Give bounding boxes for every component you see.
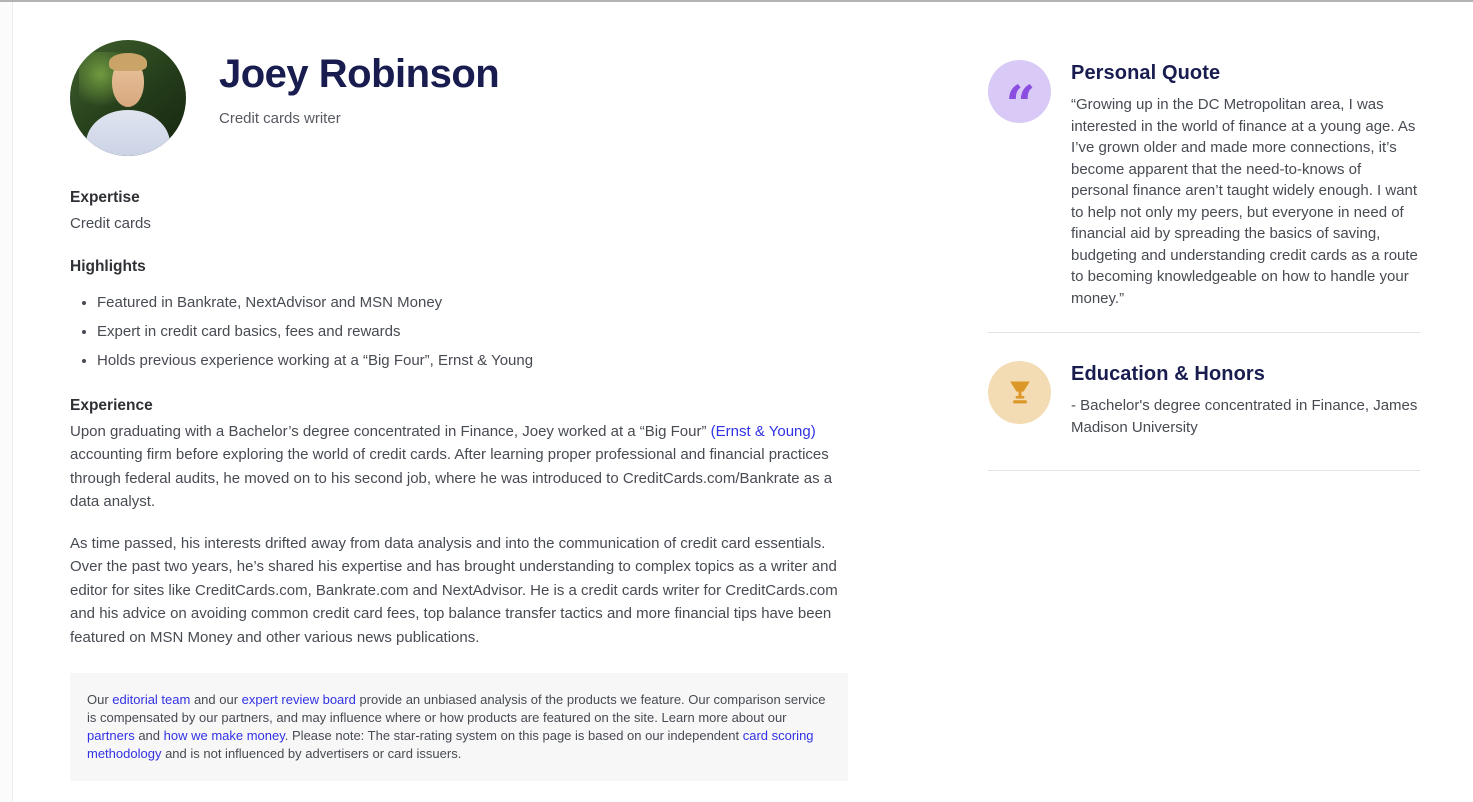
education-honors-section <box>988 361 1420 438</box>
personal-quote-content <box>1071 60 1420 309</box>
author-header <box>70 40 848 156</box>
author-main-column <box>70 40 848 781</box>
highlights-list <box>70 293 848 371</box>
education-honors-title: Education & Honors <box>1071 363 1266 385</box>
personal-quote-text: “Growing up in the DC Metropolitan area, I was interested in the world of finance at a young age. As I’ve grown older and made more connections, it’s become apparent that the need-to-knows of personal finance aren’t taught widely enough. I want to help not only my peers, but everyone in need of financial aid by spreading the basics of saving, budgeting and understanding credit cards as a route to becoming knowledgeable on how to handle your money.” <box>1071 96 1418 307</box>
highlights-label: Highlights <box>70 257 146 275</box>
experience-paragraph-2: As time passed, his interests drifted away from data analysis and into the communication of credit card essentials. Over the past two years, he’s shared his expertise and has brought understanding to complex topics as a writer and editor for sites like CreditCards.com, Bankrate.com and NextAdvisor. He is a credit cards writer for CreditCards.com and his advice on avoiding common credit card fees, top balance transfer tactics and more financial tips have been featured on MSN Money and other various news publications. <box>70 534 838 646</box>
disclaimer-text: and is not influenced by advertisers or card issuers. <box>161 746 462 761</box>
experience-section <box>70 397 848 650</box>
experience-text: accounting firm before exploring the world of credit cards. After learning proper professional and financial practices through federal audits, he moved on to his second job, where he was introduced to CreditCards.com/Bankrate as a data analyst. <box>70 446 833 510</box>
author-avatar <box>70 40 186 156</box>
author-name-block <box>219 40 499 127</box>
trophy-glyph <box>1004 377 1036 409</box>
highlight-item: • Holds previous experience working at a “Big Four”, Ernst & Young <box>97 351 848 371</box>
experience-label: Experience <box>70 396 153 414</box>
personal-quote-title: Personal Quote <box>1071 62 1221 84</box>
card-scoring-methodology-link[interactable]: card scoring methodology <box>87 728 814 761</box>
expertise-label: Expertise <box>70 189 140 206</box>
highlight-item: • Featured in Bankrate, NextAdvisor and MSN Money <box>97 293 848 313</box>
disclaimer-text: and our <box>190 692 242 707</box>
ernst-young-link[interactable]: (Ernst & Young) <box>710 422 816 440</box>
expertise-section <box>70 189 848 236</box>
author-sidebar <box>988 60 1420 471</box>
disclaimer-text: Our <box>87 692 113 707</box>
sidebar-divider <box>988 332 1420 333</box>
author-role: Credit cards writer <box>219 110 341 127</box>
education-honors-content <box>1071 361 1420 438</box>
quote-icon: “ <box>988 60 1051 123</box>
disclaimer-text: and <box>134 728 164 743</box>
expertise-value: Credit cards <box>70 215 151 232</box>
disclaimer-text: . Please note: The star-rating system on this page is based on our independent <box>284 728 743 743</box>
expert-review-board-link[interactable]: expert review board <box>241 692 356 707</box>
highlights-section <box>70 258 848 371</box>
avatar-shoulders <box>86 110 170 156</box>
trophy-icon <box>988 361 1051 424</box>
disclaimer-text: provide an unbiased analysis of the products we feature. Our comparison service is compensated by our partners, and may influence where or how products are featured on the site. Learn more about our <box>87 692 826 725</box>
author-name: Joey Robinson <box>219 52 500 96</box>
avatar-hair <box>109 53 146 72</box>
education-honors-text: - Bachelor's degree concentrated in Finance, James Madison University <box>1071 397 1418 436</box>
editorial-team-link[interactable]: editorial team <box>112 692 191 707</box>
partners-link[interactable]: partners <box>87 728 135 743</box>
advertiser-disclosure-box <box>70 673 848 781</box>
sidebar-divider <box>988 470 1420 471</box>
page-left-margin <box>0 2 13 802</box>
personal-quote-section <box>988 60 1420 309</box>
highlight-item: • Expert in credit card basics, fees and rewards <box>97 322 848 342</box>
how-we-make-money-link[interactable]: how we make money <box>163 728 285 743</box>
experience-paragraph-1 <box>70 420 848 514</box>
experience-text: Upon graduating with a Bachelor’s degree concentrated in Finance, Joey worked at a “Big Four” <box>70 422 711 440</box>
